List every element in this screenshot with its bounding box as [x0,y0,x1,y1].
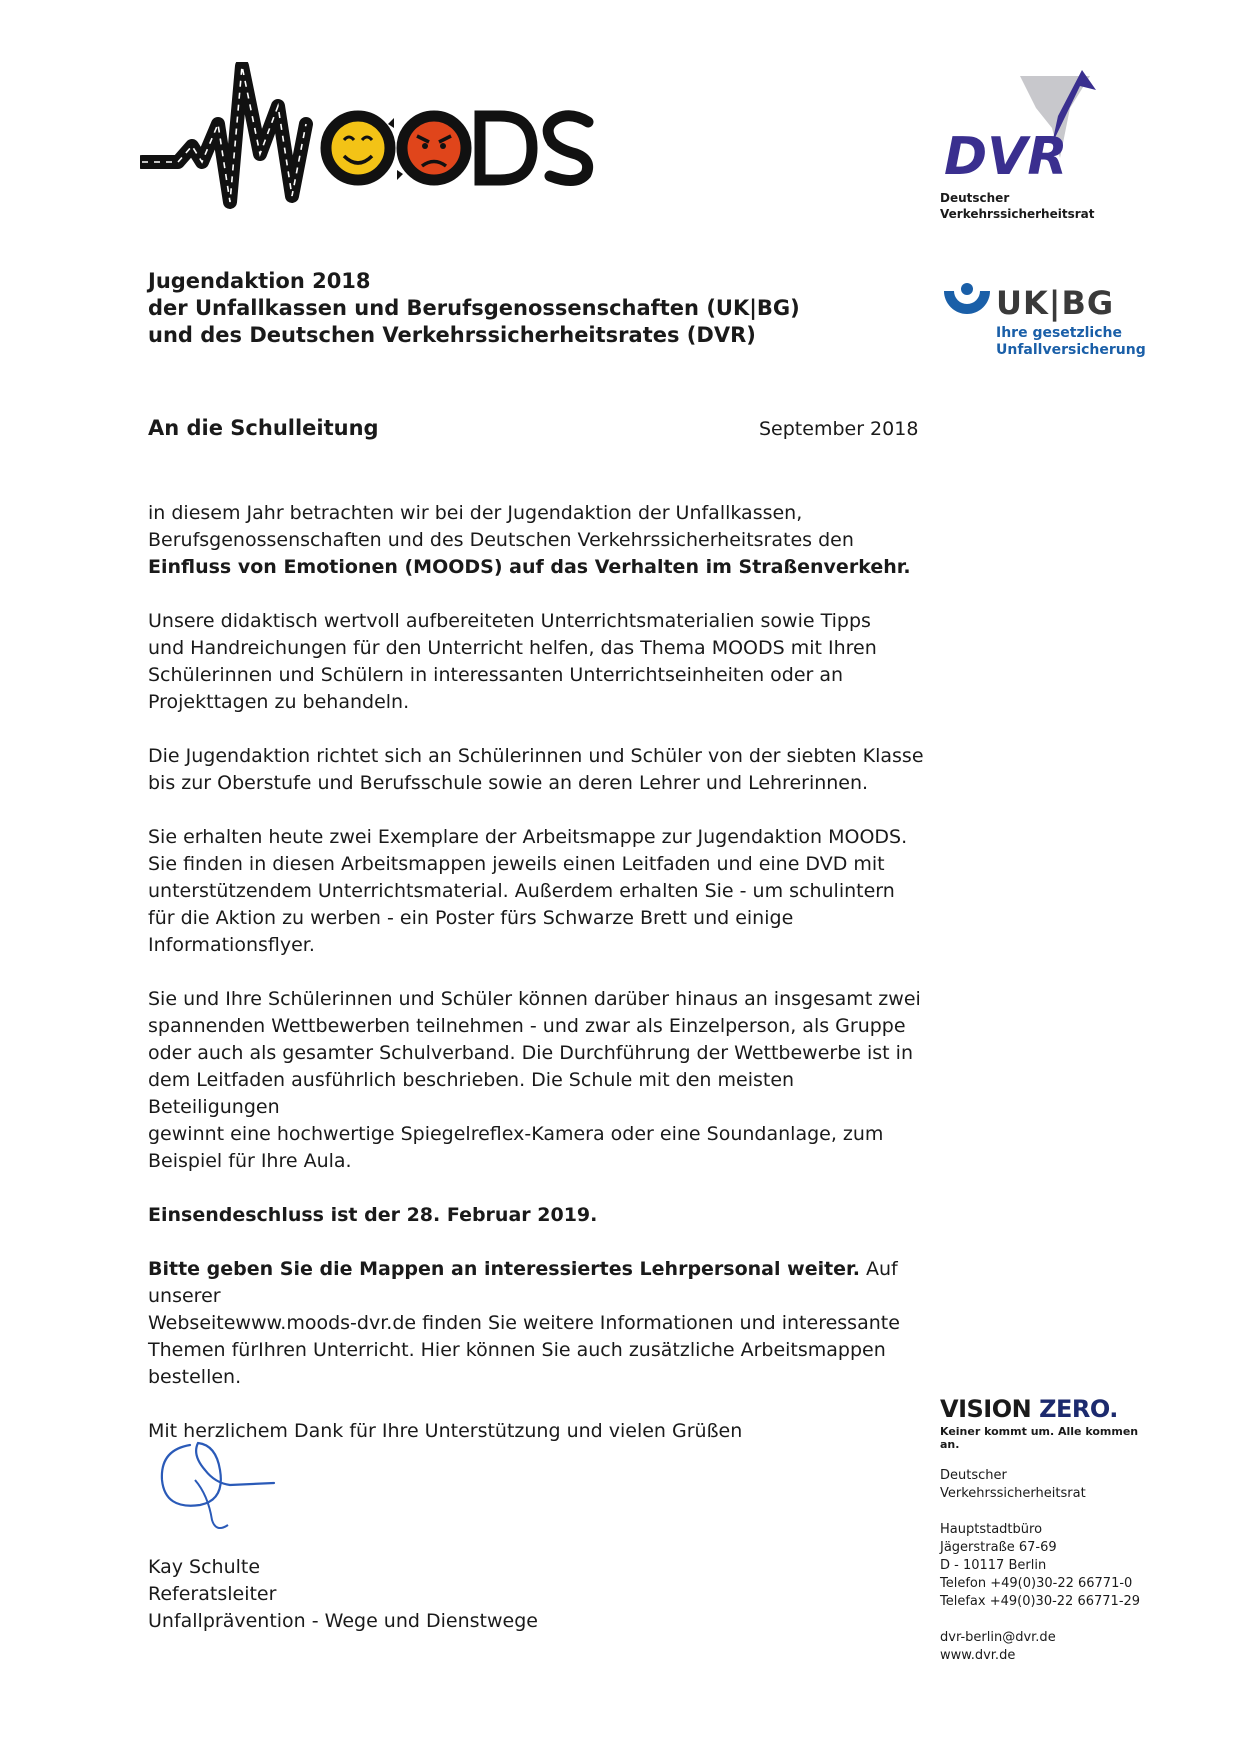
svg-text:DVR: DVR [944,127,1068,186]
ukbg-wordmark: UK|BG [996,284,1115,322]
ukbg-logo [942,283,1146,363]
paragraph-3: Die Jugendaktion richtet sich an Schülerinnen und Schüler von der siebten Klasse bis zur Oberstufe und Berufsschule sowie an deren Lehrer und Lehrerinnen. [148,745,924,794]
contact-phone: Telefon +49(0)30-22 66771-0 [940,1576,1133,1591]
vision-zero-tagline: Keiner kommt um. Alle kommen an. [940,1425,1139,1451]
paragraph-4: Sie erhalten heute zwei Exemplare der Arbeitsmappe zur Jugendaktion MOODS. Sie finden in diesen Arbeitsmappen jeweils einen Leitfaden und eine DVD mit unterstützendem Unterrichtsmaterial. Außerdem erhalten Sie - um schulintern für die Aktion zu werben - ein Poster fürs Schwarze Brett und einige Informationsflyer. [148,826,908,956]
paragraph-2: Unsere didaktisch wertvoll aufbereiteten Unterrichtsmaterialien sowie Tipps und Handreichungen für den Unterricht helfen, das Thema MOODS mit Ihren Schülerinnen und Schülern in interessanten Unterrichtseinheiten oder an Projekttagen zu behandeln. [148,610,877,713]
contact-street: Jägerstraße 67-69 [940,1540,1057,1555]
moods-logo [140,62,610,222]
recipient: An die Schulleitung [148,416,379,440]
dvr-logo [940,68,1140,228]
header-line-2: der Unfallkassen und Berufsgenossenschaften (UK|BG) [148,296,800,320]
signatory-name: Kay Schulte [148,1556,261,1578]
contact-fax: Telefax +49(0)30-22 66771-29 [940,1594,1141,1609]
contact-office: Hauptstadtbüro [940,1522,1043,1537]
ukbg-sub-line1: Ihre gesetzliche [996,325,1122,341]
contact-email[interactable]: dvr-berlin@dvr.de [940,1630,1056,1645]
vision-zero-title-a: VISION [940,1395,1040,1423]
contact-website[interactable]: www.dvr.de [940,1648,1016,1663]
dvr-caption-line1: Deutscher [940,191,1010,205]
contact-org-line1: Deutscher [940,1468,1007,1483]
vision-zero-title-b: ZERO. [1039,1395,1118,1423]
letter-body [148,500,928,1472]
signatory-department: Unfallprävention - Wege und Dienstwege [148,1610,538,1632]
ukbg-emblem-icon [942,283,992,323]
letter-date: September 2018 [759,418,919,440]
header-line-1: Jugendaktion 2018 [148,269,371,293]
ukbg-sub-line2: Unfallversicherung [996,342,1146,358]
closing: Mit herzlichem Dank für Ihre Unterstützung und vielen Grüßen [148,1420,743,1442]
signature-block [148,1554,538,1635]
vision-zero-logo [940,1395,1160,1451]
contact-org-line2: Verkehrssicherheitsrat [940,1486,1086,1501]
paragraph-7-text: Auf unserer Webseitewww.moods-dvr.de finden Sie weitere Informationen und interessante Themen fürIhren Unterricht. Hier können Sie auch zusätzliche Arbeitsmappen bestellen. [148,1258,900,1388]
paragraph-7 [148,1256,928,1391]
moods-logo-graphic [140,62,610,222]
paragraph-1 [148,500,928,581]
paragraph-5: Sie und Ihre Schülerinnen und Schüler können darüber hinaus an insgesamt zwei spannenden Wettbewerben teilnehmen - und zwar als Einzelperson, als Gruppe oder auch als gesamter Schulverband. Die Durchführung der Wettbewerbe ist in dem Leitfaden ausführlich beschrieben. Die Schule mit den meisten Beteiligungen gewinnt eine hochwertige Spiegelreflex-Kamera oder eine Soundanlage, zum Beispiel für Ihre Aula. [148,988,921,1172]
paragraph-1-emphasis: Einfluss von Emotionen (MOODS) auf das Verhalten im Straßenverkehr. [148,556,911,578]
paragraph-7-emphasis: Bitte geben Sie die Mappen an interessiertes Lehrpersonal weiter. [148,1258,860,1280]
header-line-3: und des Deutschen Verkehrssicherheitsrates (DVR) [148,323,756,347]
signatory-title: Referatsleiter [148,1583,277,1605]
dvr-logo-graphic [940,68,1100,186]
dvr-caption-line2: Verkehrssicherheitsrat [940,207,1095,221]
deadline: Einsendeschluss ist der 28. Februar 2019. [148,1204,598,1226]
contact-block [940,1467,1180,1665]
handwritten-signature [150,1425,290,1535]
letter-header [148,268,848,349]
contact-city: D - 10117 Berlin [940,1558,1047,1573]
paragraph-1-text: in diesem Jahr betrachten wir bei der Jugendaktion der Unfallkassen, Berufsgenossenschaften und des Deutschen Verkehrssicherheitsrates den [148,502,854,551]
